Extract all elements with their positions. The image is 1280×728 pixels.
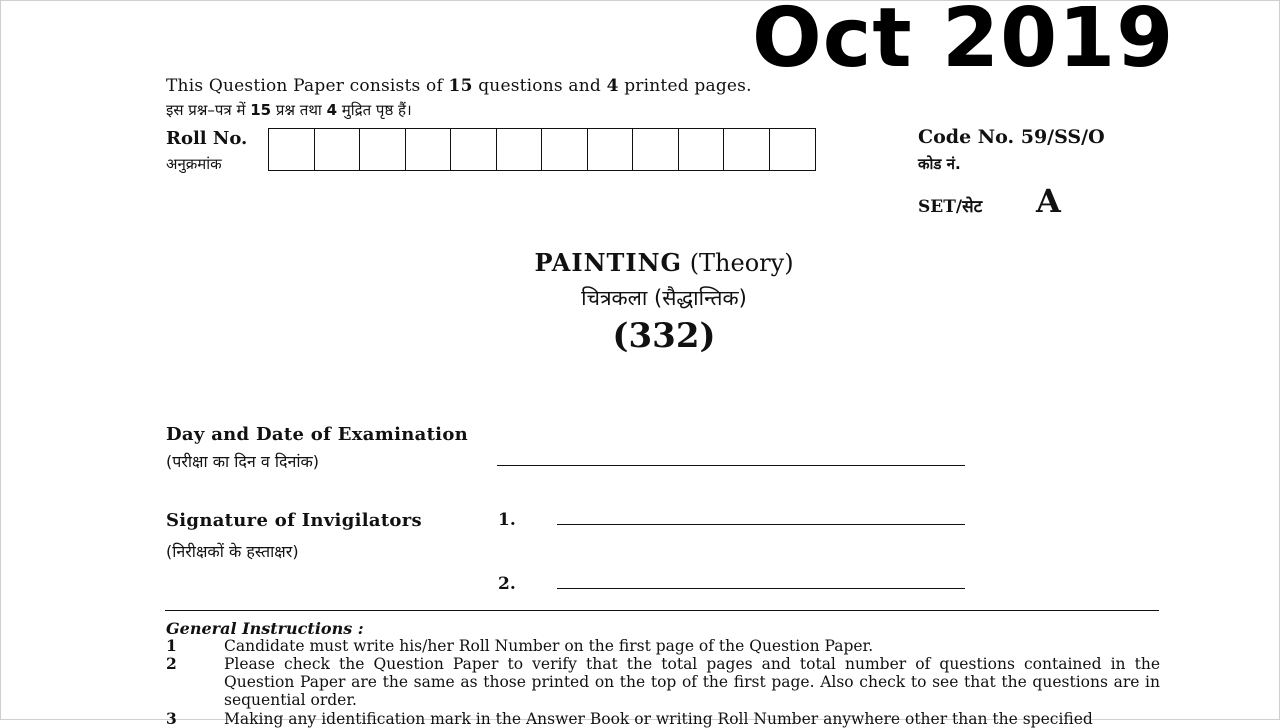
roll-number-box[interactable] bbox=[360, 129, 406, 170]
roll-label-hi: अनुक्रमांक bbox=[166, 155, 222, 173]
instruction-text: Making any identification mark in the Answer Book or writing Roll Number anywhere other than the specified bbox=[224, 710, 1093, 728]
overlay-title: Oct 2019 bbox=[752, 0, 1175, 86]
exam-date-field[interactable] bbox=[497, 465, 965, 466]
roll-number-box[interactable] bbox=[451, 129, 497, 170]
intro-english bbox=[166, 76, 752, 96]
instruction-item bbox=[166, 655, 1160, 709]
roll-number-box[interactable] bbox=[269, 129, 315, 170]
exam-date-label-hi: (परीक्षा का दिन व दिनांक) bbox=[166, 452, 320, 471]
signature-field-2[interactable] bbox=[557, 588, 965, 589]
signature-label-hi: (निरीक्षकों के हस्ताक्षर) bbox=[166, 542, 299, 561]
instruction-number: 1 bbox=[166, 636, 177, 655]
roll-number-box[interactable] bbox=[679, 129, 725, 170]
questions-count-hi: 15 bbox=[250, 101, 272, 119]
signature-label: Signature of Invigilators bbox=[166, 510, 422, 531]
roll-number-box[interactable] bbox=[315, 129, 361, 170]
roll-label-en: Roll No. bbox=[166, 128, 248, 149]
subject-type: (Theory) bbox=[689, 249, 794, 277]
instruction-number: 3 bbox=[166, 709, 177, 728]
roll-number-box[interactable] bbox=[633, 129, 679, 170]
set-value: A bbox=[1036, 182, 1061, 220]
code-label-hi: कोड नं. bbox=[918, 155, 961, 173]
intro-hi-suffix: मुद्रित पृष्ठ हैं। bbox=[337, 101, 412, 119]
intro-hi-prefix: इस प्रश्न–पत्र में bbox=[166, 101, 251, 119]
instruction-text: Please check the Question Paper to verify that the total pages and total number of questions contained in the Question Paper are the same as those printed on the top of the first page. Also check to see that the questions are in sequential order. bbox=[224, 655, 1160, 709]
instruction-text: Candidate must write his/her Roll Number on the first page of the Question Paper. bbox=[224, 637, 874, 655]
set-label: SET/सेट bbox=[918, 197, 983, 217]
roll-number-box[interactable] bbox=[588, 129, 634, 170]
code-number: Code No. 59/SS/O bbox=[918, 126, 1105, 148]
roll-number-box[interactable] bbox=[497, 129, 543, 170]
instruction-number: 2 bbox=[166, 654, 177, 673]
intro-en-prefix: This Question Paper consists of bbox=[166, 76, 449, 96]
subject-title-hi: चित्रकला (सैद्धान्तिक) bbox=[581, 286, 747, 310]
roll-number-box[interactable] bbox=[542, 129, 588, 170]
exam-date-label: Day and Date of Examination bbox=[166, 424, 469, 445]
instructions-title: General Instructions : bbox=[166, 619, 364, 638]
signature-field-1[interactable] bbox=[557, 524, 965, 525]
signature-number-1: 1. bbox=[498, 510, 516, 530]
subject-name: PAINTING bbox=[534, 248, 683, 277]
pages-count-hi: 4 bbox=[326, 101, 338, 119]
subject-code: (332) bbox=[612, 316, 716, 356]
subject-title bbox=[0, 248, 1280, 277]
intro-en-mid: questions and bbox=[472, 76, 607, 96]
roll-number-box[interactable] bbox=[770, 129, 816, 170]
roll-number-boxes[interactable] bbox=[268, 128, 816, 171]
pages-count: 4 bbox=[606, 76, 619, 96]
instruction-item bbox=[166, 637, 1160, 655]
intro-hi-mid: प्रश्न तथा bbox=[271, 101, 327, 119]
instruction-item bbox=[166, 710, 1160, 728]
signature-number-2: 2. bbox=[498, 574, 516, 594]
intro-hindi bbox=[166, 100, 412, 120]
section-divider bbox=[165, 610, 1159, 611]
roll-number-box[interactable] bbox=[724, 129, 770, 170]
questions-count: 15 bbox=[448, 76, 473, 96]
intro-en-suffix: printed pages. bbox=[618, 76, 752, 96]
roll-number-box[interactable] bbox=[406, 129, 452, 170]
